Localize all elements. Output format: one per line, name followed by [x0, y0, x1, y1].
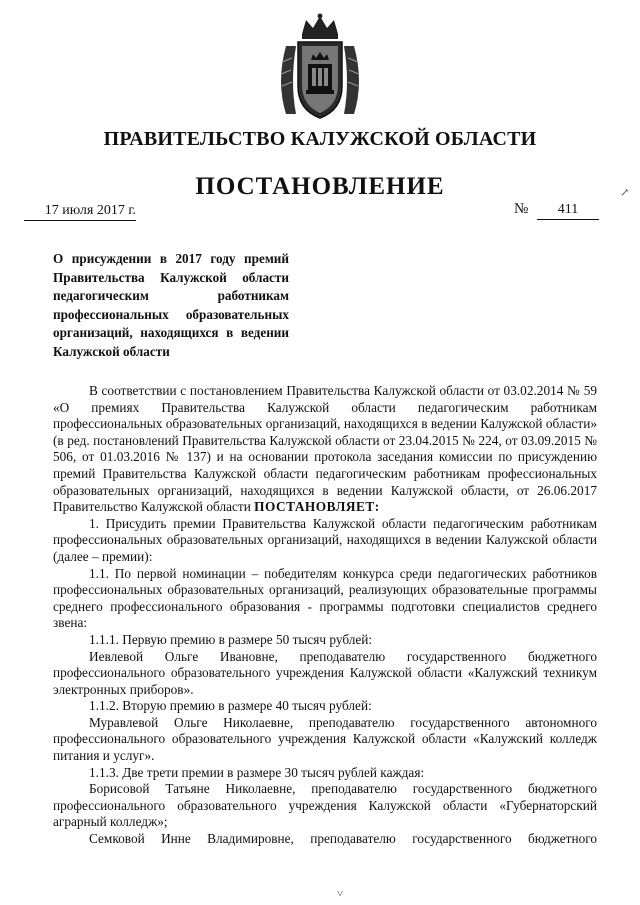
- paragraph-1-1-3-text-b: Семковой Инне Владимировне, преподавателю государственного бюджетного: [89, 831, 597, 847]
- paragraph-1-1-3: 1.1.3. Две трети премии в размере 30 тысяч рублей каждая:: [89, 764, 425, 780]
- paragraph-1-1: 1.1. По первой номинации – победителям конкурса среди педагогических работников профессиональных образовательных организаций, реализующих образовательные программы среднего профессионального образования - программы подготовки специалистов среднего звена:: [53, 565, 597, 631]
- paragraph-1-1-3-text-a: Борисовой Татьяне Николаевне, преподавателю государственного бюджетного профессионального образовательного учреждения Калужской области «Губернаторский аграрный колледж»;: [53, 781, 597, 830]
- coat-of-arms-icon: [272, 12, 368, 122]
- preamble-text: В соответствии с постановлением Правительства Калужской области от 03.02.2014 № 59 «О премиях Правительства Калужской области педагогическим работникам профессиональных образовательных организаций, находящихся в ведении Калужской области» (в ред. постановлений Правительства Калужской области от 23.04.2015 № 224, от 03.09.2015 № 506, от 01.03.2016 № 137) и на основании протокола заседания комиссии по присуждению премий Правительства Калужской области педагогическим работникам профессиональных образовательных организаций, находящихся в ведении Калужской области, от 26.06.2017 Правительство Калужской области: [53, 383, 597, 515]
- bottom-mark: ˅: [337, 888, 344, 900]
- paragraph-1-1-2-text: Муравлевой Ольге Николаевне, преподавателю государственного автономного профессионального образовательного учреждения Калужской области «Калужский колледж питания и услуг».: [53, 714, 597, 764]
- document-subject: О присуждении в 2017 году премий Правительства Калужской области педагогическим работникам профессиональных образовательных организаций, находящихся в ведении Калужской области: [53, 251, 289, 359]
- document-body: [53, 383, 597, 848]
- number-label: №: [514, 201, 529, 217]
- margin-mark: ↗: [620, 187, 630, 199]
- preamble-paragraph: [53, 383, 597, 516]
- organization-title: ПРАВИТЕЛЬСТВО КАЛУЖСКОЙ ОБЛАСТИ: [103, 128, 537, 150]
- document-number: 411: [537, 202, 599, 220]
- paragraph-1: 1. Присудить премии Правительства Калужской области педагогическим работникам профессиональных образовательных организаций, находящихся в ведении Калужской области (далее – премии):: [53, 515, 597, 564]
- document-date: 17 июля 2017 г.: [24, 203, 136, 221]
- document-type-title: ПОСТАНОВЛЕНИЕ: [195, 173, 445, 200]
- paragraph-1-1-1: 1.1.1. Первую премию в размере 50 тысяч рублей:: [89, 631, 373, 647]
- paragraph-1-1-1-text: Иевлевой Ольге Ивановне, преподавателю государственного бюджетного профессионального образовательного учреждения Калужской области «Калужский техникум электронных приборов».: [53, 648, 597, 697]
- resolves-keyword: ПОСТАНОВЛЯЕТ:: [254, 499, 380, 515]
- paragraph-1-1-2: 1.1.2. Вторую премию в размере 40 тысяч рублей:: [89, 698, 372, 714]
